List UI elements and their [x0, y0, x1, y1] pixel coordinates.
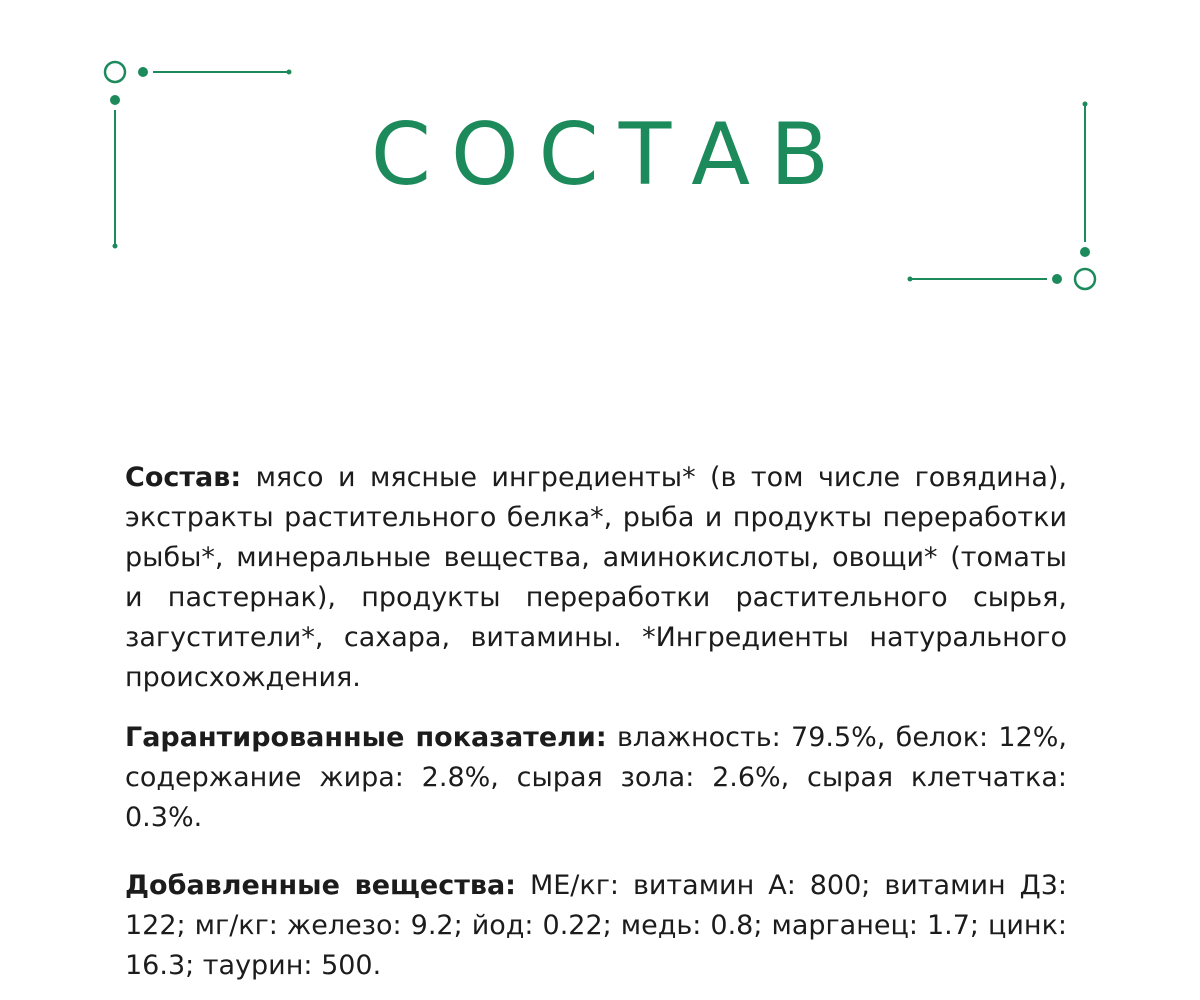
- ring-icon: [105, 62, 125, 82]
- guaranteed-values-paragraph: [125, 718, 1067, 838]
- dot-icon: [1080, 247, 1090, 257]
- additives-label: Добавленные вещества:: [125, 870, 516, 901]
- dot-icon: [1052, 274, 1062, 284]
- guaranteed-values-label: Гарантированные показатели:: [125, 722, 607, 753]
- composition-text: мясо и мясные ингредиенты* (в том числе говядина), экстракты растительного белка*, рыба и продукты переработки рыбы*, минеральные вещества, аминокислоты, овощи* (томаты и пастернак), продукты переработки растительного сырья, загустители*, сахара, витамины. *Ингредиенты натурального происхождения.: [125, 462, 1067, 693]
- page-title: СОСТАВ: [370, 105, 850, 205]
- guaranteed-values-text: влажность: 79.5%, белок: 12%, содержание жира: 2.8%, сырая зола: 2.6%, сырая клетчатка: 0.3%.: [125, 722, 1067, 833]
- ring-icon: [1075, 269, 1095, 289]
- additives-paragraph: [125, 866, 1067, 986]
- dot-icon: [110, 95, 120, 105]
- dot-icon: [138, 67, 148, 77]
- composition-label: Состав:: [125, 462, 242, 493]
- additives-text: МЕ/кг: витамин А: 800; витамин Д3: 122; мг/кг: железо: 9.2; йод: 0.22; медь: 0.8; марганец: 1.7; цинк: 16.3; таурин: 500.: [125, 870, 1067, 981]
- composition-paragraph: [125, 458, 1067, 698]
